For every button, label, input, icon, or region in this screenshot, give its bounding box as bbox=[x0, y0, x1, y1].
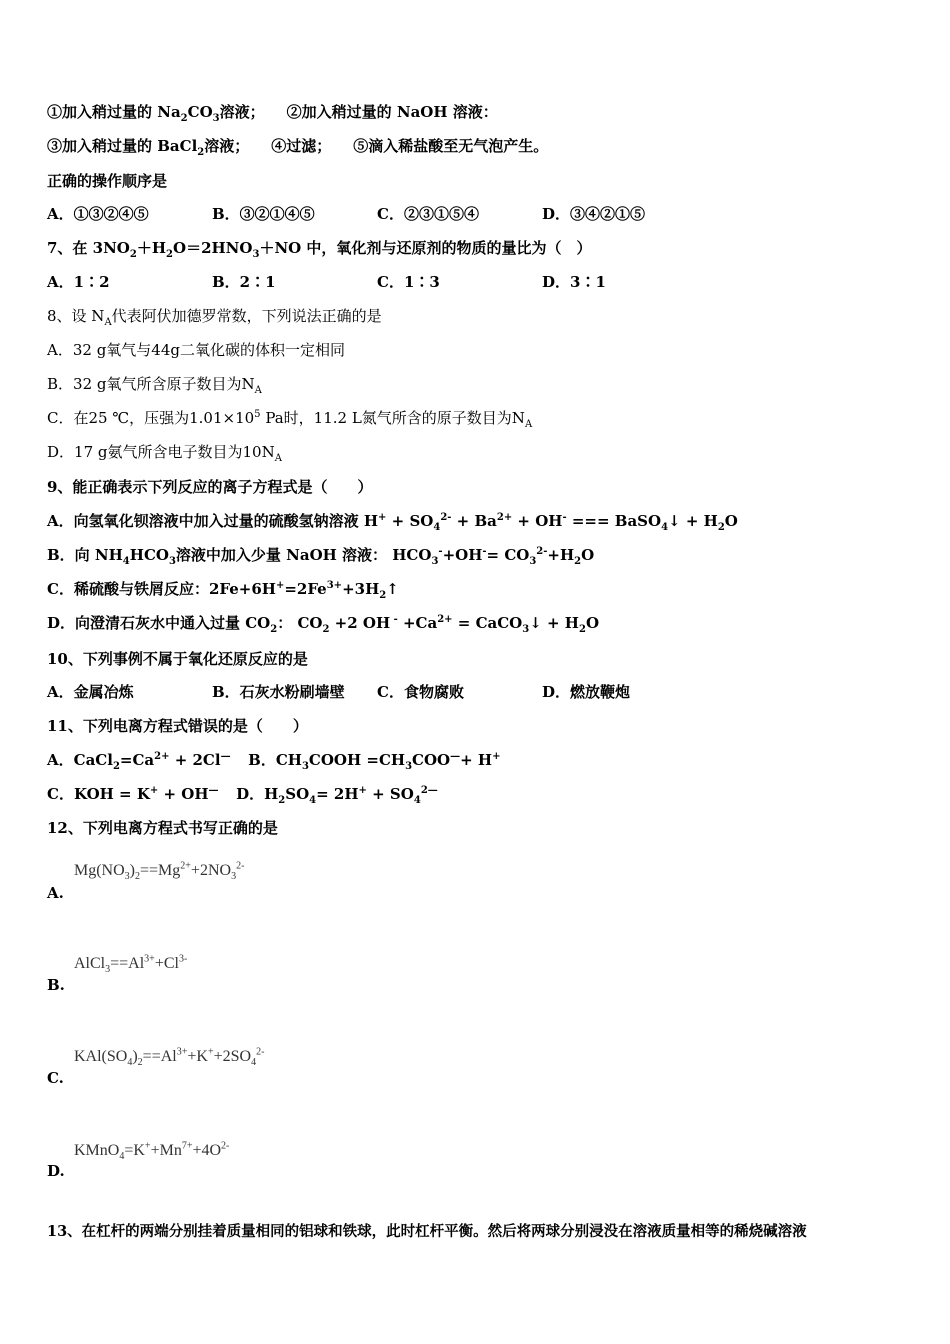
q11-option-a: A．$CaCl_2=Ca^{2+} + 2Cl^—$ bbox=[47, 751, 231, 772]
q10-option-b: B．石灰水粉刷墙壁 bbox=[212, 683, 345, 701]
q8-option-b: B．32 g氧气所含原子数目为$N_A$ bbox=[47, 375, 262, 396]
q11-stem: 11、下列电离方程式错误的是（ ） bbox=[47, 717, 308, 735]
q12-label-a: A. bbox=[47, 884, 64, 902]
q7-options bbox=[47, 272, 606, 292]
q6-option-a: A．①③②④⑤ bbox=[47, 205, 149, 223]
q10-stem: 10、下列事例不属于氧化还原反应的是 bbox=[47, 650, 308, 668]
q7-option-c: C．1∶3 bbox=[377, 273, 440, 291]
q8-option-c: C．在25 ℃，压强为$1.01\times 10^5$ Pa时，11.2 L氮气所含的原子数目为$N_A$ bbox=[47, 409, 533, 430]
q6-option-c: C．②③①⑤④ bbox=[377, 205, 479, 223]
q6-option-d: D．③④②①⑤ bbox=[542, 205, 646, 223]
q11-options-cd bbox=[47, 784, 438, 804]
q9-stem: 9、能正确表示下列反应的离子方程式是（ ） bbox=[47, 478, 373, 496]
q9-option-d: D．向澄清石灰水中通入过量 $CO_2$： $CO_2 +2$ OH $^- +Ca^{2+}$ = CaCO$_3$↓ + $H_2O$ bbox=[47, 614, 600, 635]
q12-label-b: B. bbox=[47, 976, 65, 994]
step-line-2: ③加入稍过量的 BaCl$_2$溶液； ④过滤； ⑤滴入稀盐酸至无气泡产生。 bbox=[47, 137, 549, 158]
q7-stem: 7、在 $3NO_2+H_2O=2HNO_3+NO$ 中，氧化剂与还原剂的物质的量比为（ ） bbox=[47, 239, 592, 260]
q12-label-c: C. bbox=[47, 1069, 64, 1087]
q9-option-c: C．稀硫酸与铁屑反应：$2Fe+6H^+=2Fe^{3+}+3H_2↑$ bbox=[47, 580, 399, 601]
q11-option-c: C．KOH = K+ + OH— bbox=[47, 785, 219, 803]
q7-option-b: B．2∶1 bbox=[212, 273, 276, 291]
q13-stem: 13、在杠杆的两端分别挂着质量相同的铝球和铁球，此时杠杆平衡。然后将两球分别浸没在溶液质量相等的稀烧碱溶液 bbox=[47, 1223, 807, 1240]
q11-option-d: D．$H_2SO_4= 2H^+ + SO_4^{2—}$ bbox=[236, 785, 438, 806]
q12-formula-a: $Mg(NO_3)_2==Mg^{2+}+2NO_3^{2-}$ bbox=[74, 860, 245, 883]
q6-option-b: B．③②①④⑤ bbox=[212, 205, 315, 223]
q11-option-b: B．$CH_3COOH =CH_3COO^—+ H^+$ bbox=[248, 751, 501, 772]
q8-option-a: A．32 g氧气与44g二氧化碳的体积一定相同 bbox=[47, 341, 345, 359]
q8-stem: 8、设 $N_A$代表阿伏加德罗常数，下列说法正确的是 bbox=[47, 307, 382, 328]
q12-formula-d: $KMnO_4=K^++Mn^{7+}+4O^{2-}$ bbox=[74, 1140, 230, 1163]
q8-option-d: D．17 g氨气所含电子数目为$10N_A$ bbox=[47, 443, 282, 464]
q9-option-b: B．向 $NH_4HCO_3$溶液中加入少量 NaOH 溶液： $HCO_3^-+OH^-= CO_3^{2-}+H_2O$ bbox=[47, 546, 595, 567]
q10-option-a: A．金属冶炼 bbox=[47, 683, 134, 701]
q7-option-d: D．3∶1 bbox=[542, 273, 606, 291]
q12-label-d: D. bbox=[47, 1162, 65, 1180]
q7-option-a: A．1∶2 bbox=[47, 273, 110, 291]
q10-option-d: D．燃放鞭炮 bbox=[542, 683, 631, 701]
q9-option-a: A．向氢氧化钡溶液中加入过量的硫酸氢钠溶液 $H^+ + SO_4^{2-} + Ba^{2+} + OH^-$ === BaSO$_4$↓ + $H_2O$ bbox=[47, 512, 738, 533]
q11-options-ab bbox=[47, 750, 500, 770]
step-line-1: ①加入稍过量的 $Na_2CO_3$溶液； ②加入稍过量的 NaOH 溶液： bbox=[47, 103, 498, 124]
q10-option-c: C．食物腐败 bbox=[377, 683, 464, 701]
q12-formula-c: $KAl(SO_4)_2==Al^{3+}+K^++2SO_4^{2-}$ bbox=[74, 1046, 265, 1069]
q10-options bbox=[47, 682, 630, 702]
q12-formula-b: $AlCl_3==Al^{3+}+Cl^{3-}$ bbox=[74, 953, 188, 976]
q6-options bbox=[47, 204, 645, 224]
q12-stem: 12、下列电离方程式书写正确的是 bbox=[47, 819, 278, 837]
order-question: 正确的操作顺序是 bbox=[47, 172, 168, 190]
